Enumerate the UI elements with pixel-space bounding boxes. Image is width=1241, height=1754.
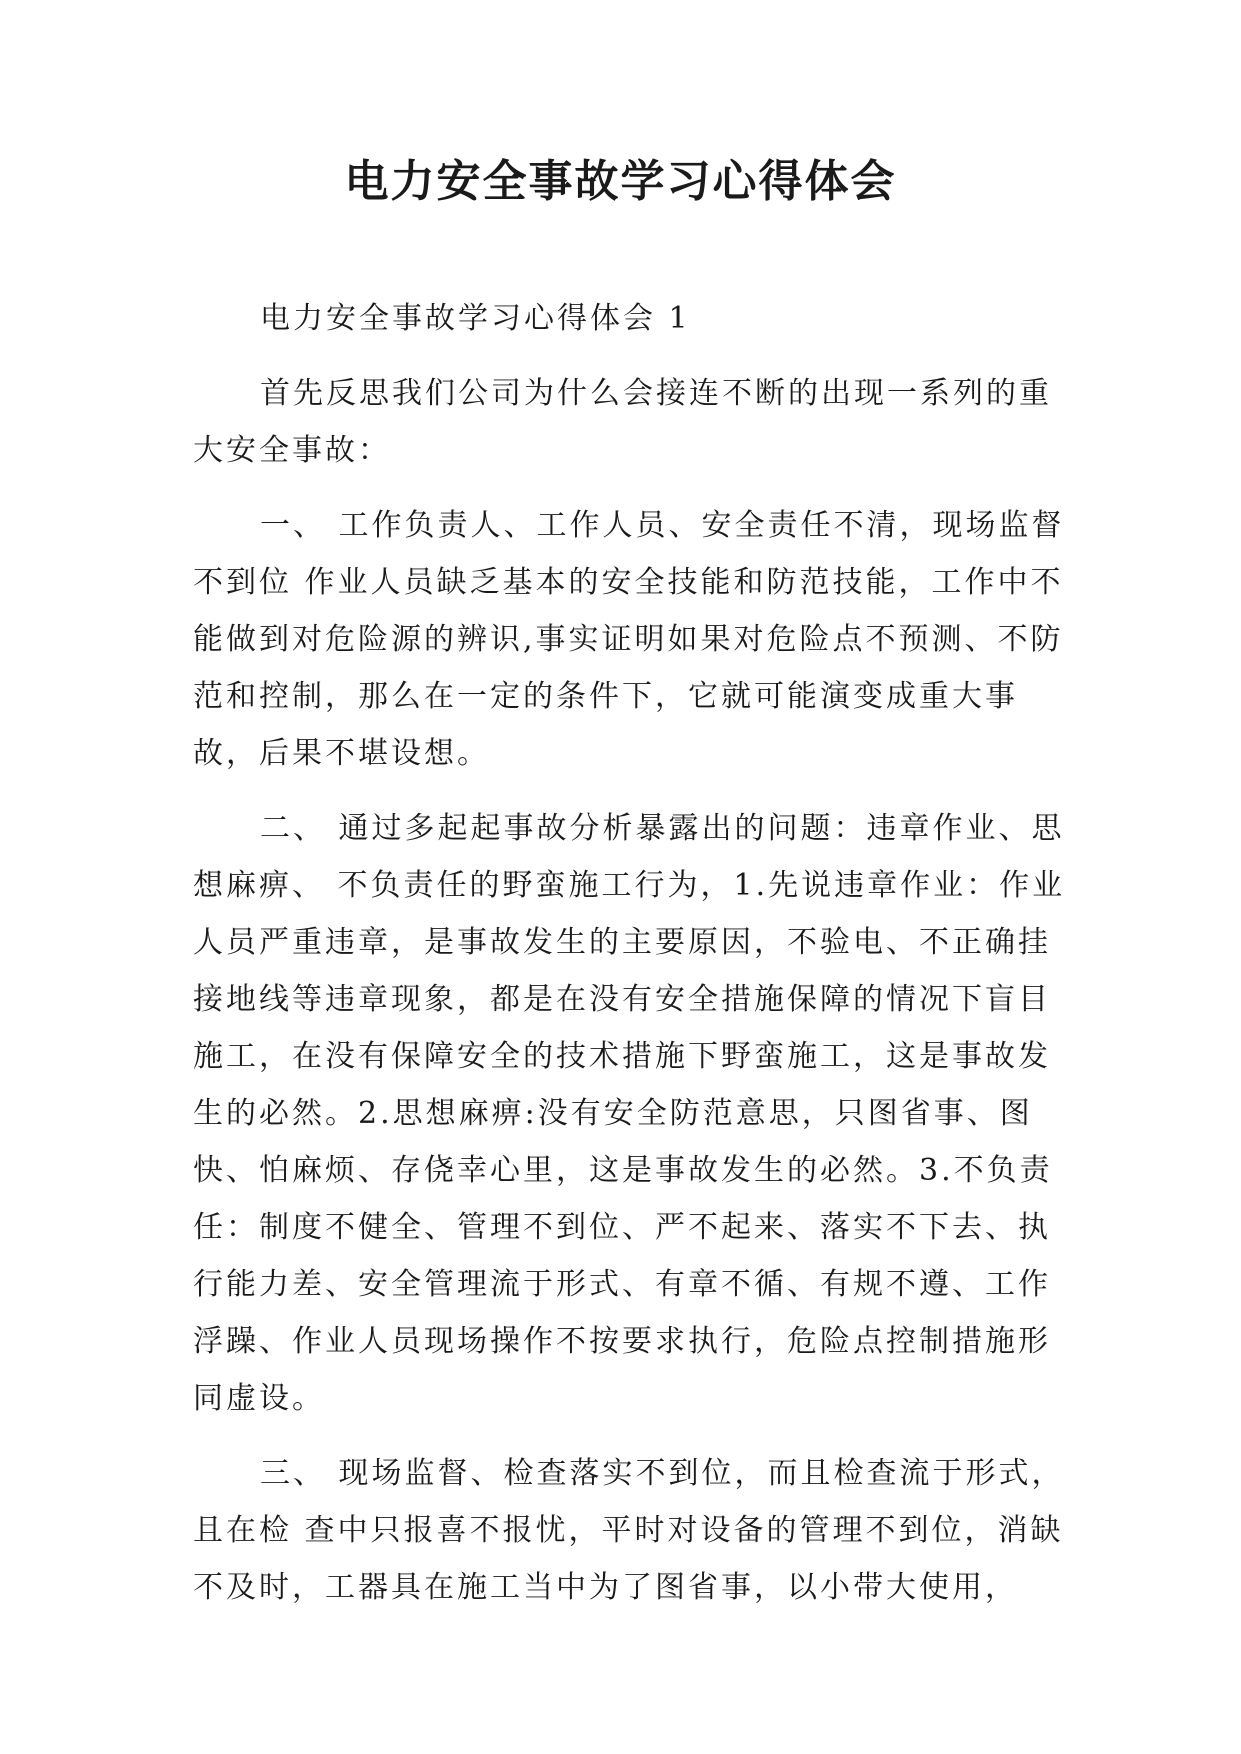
document-body xyxy=(193,290,1073,1634)
paragraph-intro: 首先反思我们公司为什么会接连不断的出现一系列的重大安全事故： xyxy=(193,376,1052,468)
section-heading: 电力安全事故学习心得体会 1 xyxy=(260,301,691,336)
document-title: 电力安全事故学习心得体会 xyxy=(344,156,897,207)
paragraph-point-one: 一、 工作负责人、工作人员、安全责任不清，现场监督不到位 作业人员缺乏基本的安全技能和防范技能，工作中不能做到对危险源的辨识,事实证明如果对危险点不预测、不防范和控制，那么在一定的条件下，它就可能演变成重大事故，后果不堪设想。 xyxy=(193,508,1065,771)
paragraph-point-three: 三、 现场监督、检查落实不到位，而且检查流于形式，且在检 查中只报喜不报忧，平时对设备的管理不到位，消缺不及时，工器具在施工当中为了图省事，以小带大使用， xyxy=(193,1456,1065,1605)
paragraph-point-two: 二、 通过多起起事故分析暴露出的问题：违章作业、思想麻痹、 不负责任的野蛮施工行为，1.先说违章作业：作业人员严重违章，是事故发生的主要原因，不验电、不正确挂接地线等违章现象，都是在没有安全措施保障的情况下盲目施工，在没有保障安全的技术措施下野蛮施工，这是事故发生的必然。2.思想麻痹:没有安全防范意思，只图省事、图快、怕麻烦、存侥幸心里，这是事故发生的必然。3.不负责任：制度不健全、管理不到位、严不起来、落实不下去、执行能力差、安全管理流于形式、有章不循、有规不遵、工作浮躁、作业人员现场操作不按要求执行，危险点控制措施形同虚设。 xyxy=(193,811,1066,1416)
